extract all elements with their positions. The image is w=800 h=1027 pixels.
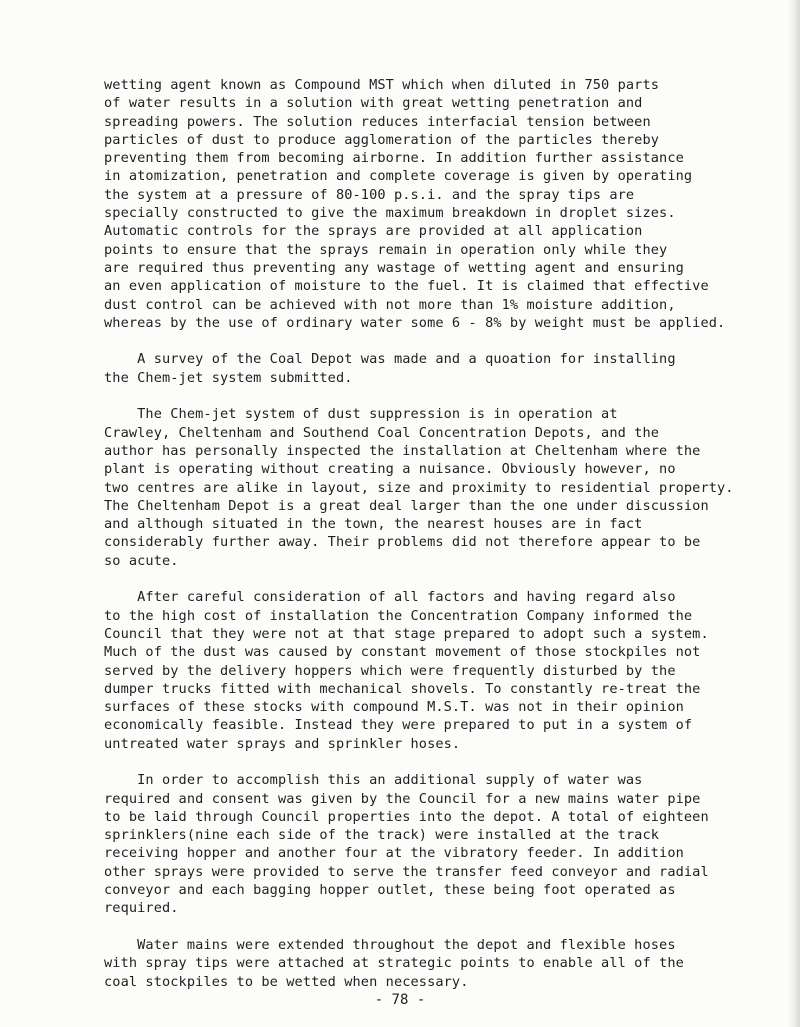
text-line: considerably further away. Their problems did not therefore appear to be bbox=[104, 534, 701, 551]
text-line: Water mains were extended throughout the depot and flexible hoses bbox=[104, 936, 676, 953]
text-line: an even application of moisture to the fuel. It is claimed that effective bbox=[104, 278, 709, 295]
text-line: Much of the dust was caused by constant movement of those stockpiles not bbox=[104, 644, 701, 661]
text-line: to be laid through Council properties into the depot. A total of eighteen bbox=[104, 808, 709, 825]
text-line: In order to accomplish this an additional supply of water was bbox=[104, 772, 643, 789]
page-number: - 78 - bbox=[374, 992, 426, 1008]
text-line: required. bbox=[104, 900, 179, 917]
paragraph bbox=[104, 405, 794, 570]
text-line: and although situated in the town, the nearest houses are in fact bbox=[104, 516, 643, 533]
text-line: points to ensure that the sprays remain in operation only while they bbox=[104, 241, 668, 258]
paragraph bbox=[104, 936, 794, 991]
text-line: spreading powers. The solution reduces interfacial tension between bbox=[104, 113, 651, 130]
text-line: Automatic controls for the sprays are provided at all application bbox=[104, 223, 643, 240]
text-line: in atomization, penetration and complete coverage is given by operating bbox=[104, 168, 693, 185]
text-line: dumper trucks fitted with mechanical shovels. To constantly re-treat the bbox=[104, 680, 701, 697]
text-line: sprinklers(nine each side of the track) were installed at the track bbox=[104, 827, 660, 844]
text-line: The Chem-jet system of dust suppression is in operation at bbox=[104, 406, 618, 423]
text-line: wetting agent known as Compound MST which when diluted in 750 parts bbox=[104, 77, 660, 93]
text-line: The Cheltenham Depot is a great deal larger than the one under discussion bbox=[104, 497, 709, 514]
text-line: so acute. bbox=[104, 552, 179, 569]
text-line: other sprays were provided to serve the transfer feed conveyor and radial bbox=[104, 863, 709, 880]
text-line: untreated water sprays and sprinkler hoses. bbox=[104, 735, 461, 752]
text-line: served by the delivery hoppers which were frequently disturbed by the bbox=[104, 662, 676, 679]
text-line: preventing them from becoming airborne. In addition further assistance bbox=[104, 150, 684, 167]
text-line: specially constructed to give the maximum breakdown in droplet sizes. bbox=[104, 205, 676, 222]
text-line: economically feasible. Instead they were prepared to put in a system of bbox=[104, 717, 693, 734]
paragraph bbox=[104, 588, 794, 753]
paragraph bbox=[104, 771, 794, 917]
text-line: dust control can be achieved with not more than 1% moisture addition, bbox=[104, 296, 676, 313]
text-line: Council that they were not at that stage prepared to adopt such a system. bbox=[104, 625, 709, 642]
text-line: receiving hopper and another four at the vibratory feeder. In addition bbox=[104, 845, 684, 862]
text-line: two centres are alike in layout, size and proximity to residential property. bbox=[104, 479, 734, 496]
page-edge-shadow bbox=[788, 0, 800, 1027]
paragraph bbox=[104, 76, 794, 332]
body-text bbox=[104, 76, 794, 1009]
text-line: to the high cost of installation the Concentration Company informed the bbox=[104, 607, 693, 624]
text-line: required and consent was given by the Council for a new mains water pipe bbox=[104, 790, 701, 807]
text-line: of water results in a solution with great wetting penetration and bbox=[104, 95, 643, 112]
text-line: A survey of the Coal Depot was made and a quoation for installing bbox=[104, 351, 676, 368]
text-line: conveyor and each bagging hopper outlet, these being foot operated as bbox=[104, 882, 676, 899]
text-line: surfaces of these stocks with compound M.S.T. was not in their opinion bbox=[104, 699, 684, 716]
text-line: are required thus preventing any wastage of wetting agent and ensuring bbox=[104, 259, 684, 276]
text-line: coal stockpiles to be wetted when necessary. bbox=[104, 973, 469, 990]
text-line: author has personally inspected the installation at Cheltenham where the bbox=[104, 442, 701, 459]
paragraph bbox=[104, 350, 794, 387]
text-line: the Chem-jet system submitted. bbox=[104, 369, 353, 386]
text-line: with spray tips were attached at strategic points to enable all of the bbox=[104, 955, 684, 972]
text-line: Crawley, Cheltenham and Southend Coal Concentration Depots, and the bbox=[104, 424, 660, 441]
text-line: particles of dust to produce agglomeration of the particles thereby bbox=[104, 131, 660, 148]
text-line: plant is operating without creating a nuisance. Obviously however, no bbox=[104, 461, 676, 478]
text-line: the system at a pressure of 80-100 p.s.i. and the spray tips are bbox=[104, 186, 635, 203]
text-line: whereas by the use of ordinary water some 6 - 8% by weight must be applied. bbox=[104, 314, 726, 331]
text-line: After careful consideration of all factors and having regard also bbox=[104, 589, 676, 606]
